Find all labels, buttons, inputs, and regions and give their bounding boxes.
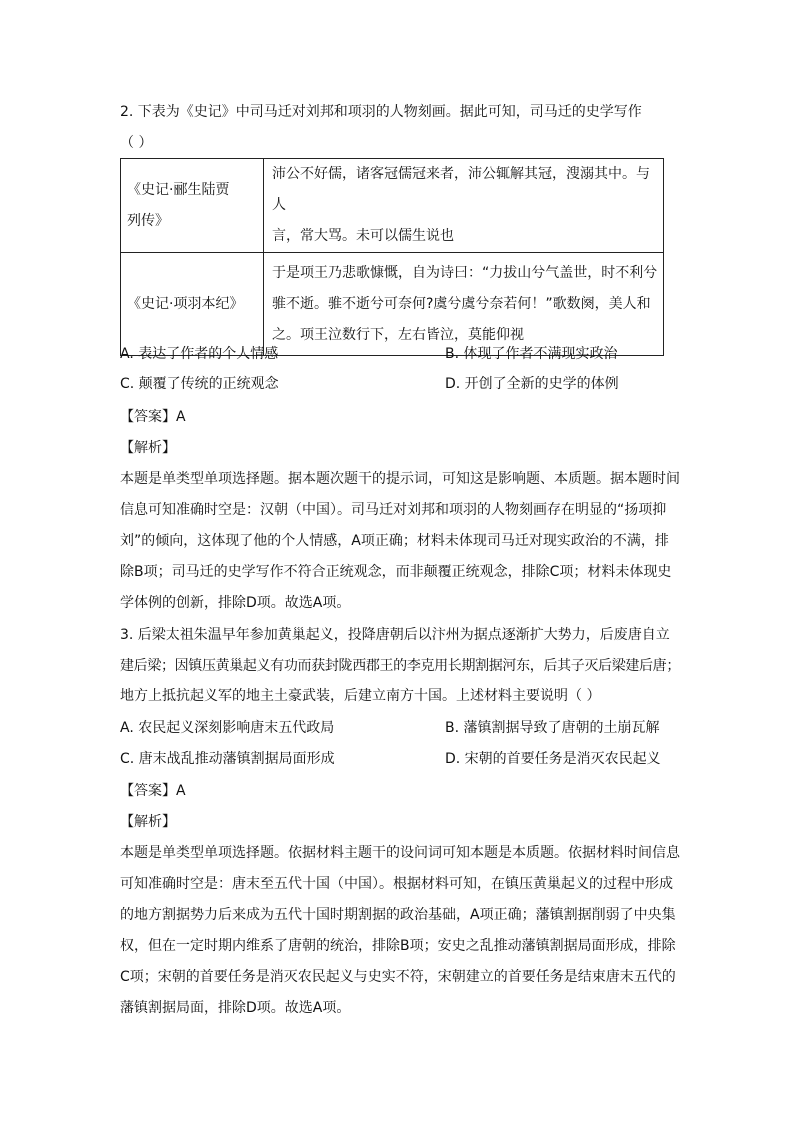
q3-option-c: C. 唐末战乱推动藩镇割据局面形成 — [120, 751, 335, 767]
q3-analysis-line: 权，但在一定时期内维系了唐朝的统治，排除B项；安史之乱推动藩镇割据局面形成，排除 — [120, 938, 676, 954]
q3-option-a: A. 农民起义深刻影响唐末五代政局 — [120, 720, 335, 736]
q3-answer: 【答案】A — [120, 783, 186, 799]
q2-option-d: D. 开创了全新的史学的体例 — [445, 376, 619, 392]
table-source-cell — [121, 253, 264, 356]
table-source-cell — [121, 159, 264, 253]
source-line: 《史记·项羽本纪》 — [127, 295, 244, 312]
table-row — [121, 253, 664, 356]
q2-analysis-line: 本题是单类型单项选择题。据本题次题干的提示词，可知这是影响题、本质题。据本题时间 — [120, 471, 680, 487]
q3-analysis-line: 藩镇割据局面，排除D项。故选A项。 — [120, 1000, 351, 1016]
table-row — [121, 159, 664, 253]
q2-stem-line-2: （ ） — [120, 135, 153, 151]
q2-stem-line-1: 2. 下表为《史记》中司马迁对刘邦和项羽的人物刻画。据此可知，司马迁的史学写作 — [120, 104, 642, 120]
table-text-cell — [264, 159, 664, 253]
q2-analysis-line: 除B项；司马迁的史学写作不符合正统观念，而非颠覆正统观念，排除C项；材料未体现史 — [120, 564, 672, 580]
q2-analysis-line: 刘”的倾向，这体现了他的个人情感，A项正确；材料未体现司马迁对现实政治的不满，排 — [120, 533, 669, 549]
q3-stem-line: 地方上抵抗起义军的地主土豪武装，后建立南方十国。上述材料主要说明（ ） — [120, 688, 601, 704]
q3-stem-line: 建后梁；因镇压黄巢起义有功而获封陇西郡王的李克用长期割据河东，后其子灭后梁建后唐； — [120, 658, 680, 674]
source-line: 列传》 — [127, 212, 169, 229]
q2-option-a: A. 表达了作者的个人情感 — [120, 346, 279, 362]
q2-option-c: C. 颠覆了传统的正统观念 — [120, 376, 279, 392]
q2-material-table — [120, 158, 664, 356]
text-line: 骓不逝。骓不逝兮可奈何?虞兮虞兮奈若何！”歌数阕，美人和 — [272, 295, 651, 312]
source-line: 《史记·郦生陆贾 — [127, 181, 230, 198]
q2-answer: 【答案】A — [120, 409, 186, 425]
text-line: 沛公不好儒，诸客冠儒冠来者，沛公辄解其冠，溲溺其中。与人 — [272, 166, 650, 213]
text-line: 言，常大骂。未可以儒生说也 — [272, 228, 454, 244]
q2-analysis-label: 【解析】 — [120, 440, 176, 456]
q3-analysis-label: 【解析】 — [120, 814, 176, 830]
q3-analysis-line: C项；宋朝的首要任务是消灭农民起义与史实不符，宋朝建立的首要任务是结束唐末五代的 — [120, 969, 676, 985]
q2-option-b: B. 体现了作者不满现实政治 — [445, 346, 618, 362]
q3-analysis-line: 本题是单类型单项选择题。依据材料主题干的设问词可知本题是本质题。依据材料时间信息 — [120, 845, 680, 861]
text-line: 于是项王乃悲歌慷慨，自为诗曰：“力拔山兮气盖世，时不利兮 — [272, 264, 658, 281]
q3-analysis-line: 的地方割据势力后来成为五代十国时期割据的政治基础，A项正确；藩镇割据削弱了中央集 — [120, 907, 676, 923]
q2-analysis-line: 信息可知准确时空是：汉朝（中国）。司马迁对刘邦和项羽的人物刻画存在明显的“扬项抑 — [120, 502, 667, 518]
q3-analysis-line: 可知准确时空是：唐末至五代十国（中国）。根据材料可知，在镇压黄巢起义的过程中形成 — [120, 876, 673, 892]
q2-analysis-line: 学体例的创新，排除D项。故选A项。 — [120, 595, 351, 611]
q3-option-d: D. 宋朝的首要任务是消灭农民起义 — [445, 751, 661, 767]
q3-stem-line: 3. 后梁太祖朱温早年参加黄巢起义，投降唐朝后以汴州为据点逐渐扩大势力，后废唐自立 — [120, 627, 670, 643]
q3-option-b: B. 藩镇割据导致了唐朝的土崩瓦解 — [445, 720, 660, 736]
text-line: 之。项王泣数行下，左右皆泣，莫能仰视 — [272, 326, 524, 343]
table-text-cell — [264, 253, 664, 356]
